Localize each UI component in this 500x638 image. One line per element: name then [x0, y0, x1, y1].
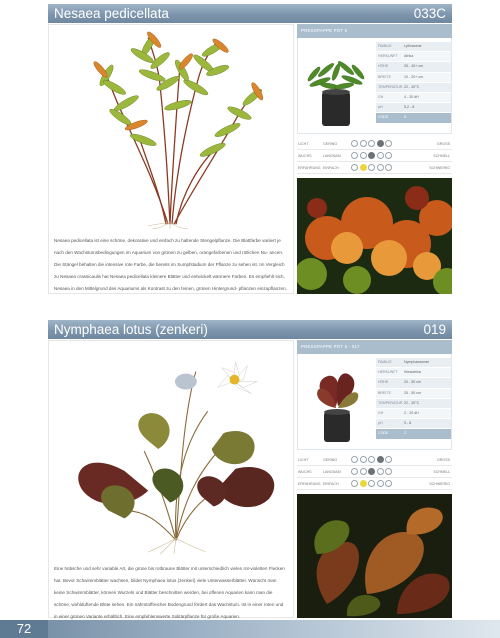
aquarium-photo	[297, 178, 452, 294]
level-dot	[368, 480, 375, 487]
fact-table	[376, 358, 451, 440]
fact-row: GH 4 - 20 dH	[376, 93, 451, 102]
potted-plant-photo	[300, 42, 372, 130]
fact-row: FAMILIE Lythraceae	[376, 42, 451, 51]
scale-experience: ERFAHRUNG EINFACH SCHWIERIG	[297, 478, 452, 490]
level-dot	[377, 164, 384, 171]
plant-code: 019	[423, 322, 446, 337]
level-dot	[368, 140, 375, 147]
plant-info-panel	[297, 340, 452, 486]
plant-illustration	[49, 341, 293, 556]
potted-plant-photo	[300, 358, 372, 446]
fact-row: pH 5,2 - 8	[376, 103, 451, 112]
level-dot	[360, 480, 367, 487]
fact-row-code: CODE C	[376, 429, 451, 438]
page-number: 72	[0, 620, 48, 638]
scale-growth: WUCHS LANGSAM SCHNELL	[297, 150, 452, 162]
pot-box	[297, 354, 452, 450]
plant-description: Eine hübsche und sehr variable Art, die grüne bis rotbraune Blätter mit unterschiedlich vielen rot-violetten Flecken hat. Bevor Schwimmblätter wachsen, bildet Nymphaea lotus (zenkeri) viele Unterwasserblätter. Wünscht man keine Schwimmblätter, können Wurzeln und Blätter beschnitten werden, bei offenen Aquarien kann man die schöne, wohlduftende Blüte sehen. Ein nährstoffreicher Bodengrund fördert das Wachstum. Ist in einer roten und in einer grünen Variante erhältlich. Eine empfehlenswerte Solitärpflanze für große Aquarien.	[54, 566, 285, 619]
level-dot	[351, 480, 358, 487]
level-dot	[360, 140, 367, 147]
level-dot	[385, 468, 392, 475]
level-dot	[360, 456, 367, 463]
fact-row: TEMPERATUR 22 - 30°C	[376, 399, 451, 408]
level-dot	[377, 480, 384, 487]
level-dot	[360, 468, 367, 475]
level-dot	[351, 456, 358, 463]
level-dot	[368, 468, 375, 475]
scale-growth: WUCHS LANGSAM SCHNELL	[297, 466, 452, 478]
level-dot	[351, 140, 358, 147]
level-dots	[351, 480, 397, 487]
fact-row: FAMILIE Nymphaeaceae	[376, 358, 451, 367]
level-dot	[385, 164, 392, 171]
level-dot	[385, 480, 392, 487]
fact-row: pH 5 - 8	[376, 419, 451, 428]
level-dot	[368, 152, 375, 159]
plant-title-bar	[48, 320, 452, 339]
level-dots	[351, 140, 397, 147]
fact-row: HERKUNFT Westafrika	[376, 368, 451, 377]
plant-plate	[48, 24, 294, 294]
level-dot	[368, 456, 375, 463]
care-scales	[297, 454, 452, 490]
pot-label: PRESSPAPPE POT 5 - 017	[297, 340, 452, 354]
fact-row: BREITE 25 - 50 cm	[376, 389, 451, 398]
page-footer	[0, 620, 500, 638]
fact-row: HERKUNFT Afrika	[376, 52, 451, 61]
fact-row: GH 2 - 20 dH	[376, 409, 451, 418]
scale-light: LICHT GERING GROSS	[297, 138, 452, 150]
level-dot	[385, 152, 392, 159]
plant-code: 033C	[413, 6, 446, 21]
level-dot	[377, 456, 384, 463]
level-dot	[351, 152, 358, 159]
fact-row-code: CODE A	[376, 113, 451, 122]
pot-label: PRESSPAPPE POT 5	[297, 24, 452, 38]
scale-light: LICHT GERING GROSS	[297, 454, 452, 466]
fact-table	[376, 42, 451, 124]
plant-title-bar	[48, 4, 452, 23]
fact-row: HÖHE 25 - 40+ cm	[376, 62, 451, 71]
plant-illustration	[49, 25, 293, 230]
level-dot	[377, 140, 384, 147]
plant-info-panel	[297, 24, 452, 170]
level-dot	[385, 456, 392, 463]
plant-name: Nymphaea lotus (zenkeri)	[54, 322, 208, 337]
level-dot	[360, 164, 367, 171]
level-dot	[351, 164, 358, 171]
fact-row: HÖHE 20 - 50 cm	[376, 378, 451, 387]
level-dot	[368, 164, 375, 171]
level-dot	[377, 468, 384, 475]
level-dot	[377, 152, 384, 159]
care-scales	[297, 138, 452, 174]
level-dots	[351, 468, 397, 475]
level-dots	[351, 152, 397, 159]
plant-name: Nesaea pedicellata	[54, 6, 169, 21]
level-dots	[351, 456, 397, 463]
pot-box	[297, 38, 452, 134]
aquarium-photo	[297, 494, 452, 618]
plant-description: Nesaea pedicellata ist eine schöne, dekorative und einfach zu haltende Stengelpflanze. Die Blattfarbe variiert je nach den Wachstumsbedingungen im Aquarium von grünen zu gelben, orangefarbenen und rötlichen Nu- ancen. Die Stängel behalten die intensive rote Farbe, die bereits im Sumpfstadium der Pflanze zu sehen ist. Im Vergleich zu Nesaea crassicaulis hat Nesaea pedicellata kleinere Blätter und entwickelt wärmere Farben. Es empfiehlt sich, Nesaea in den Mittelgrund des Aquariums als Kontrast zu den feinen, grünen Hintergrund- pflanzen einzupflanzen.	[54, 238, 287, 291]
fact-row: BREITE 10 - 20+ cm	[376, 73, 451, 82]
level-dot	[360, 152, 367, 159]
plant-plate	[48, 340, 294, 618]
level-dot	[351, 468, 358, 475]
scale-experience: ERFAHRUNG EINFACH SCHWIERIG	[297, 162, 452, 174]
level-dots	[351, 164, 397, 171]
fact-row: TEMPERATUR 22 - 30°C	[376, 83, 451, 92]
level-dot	[385, 140, 392, 147]
